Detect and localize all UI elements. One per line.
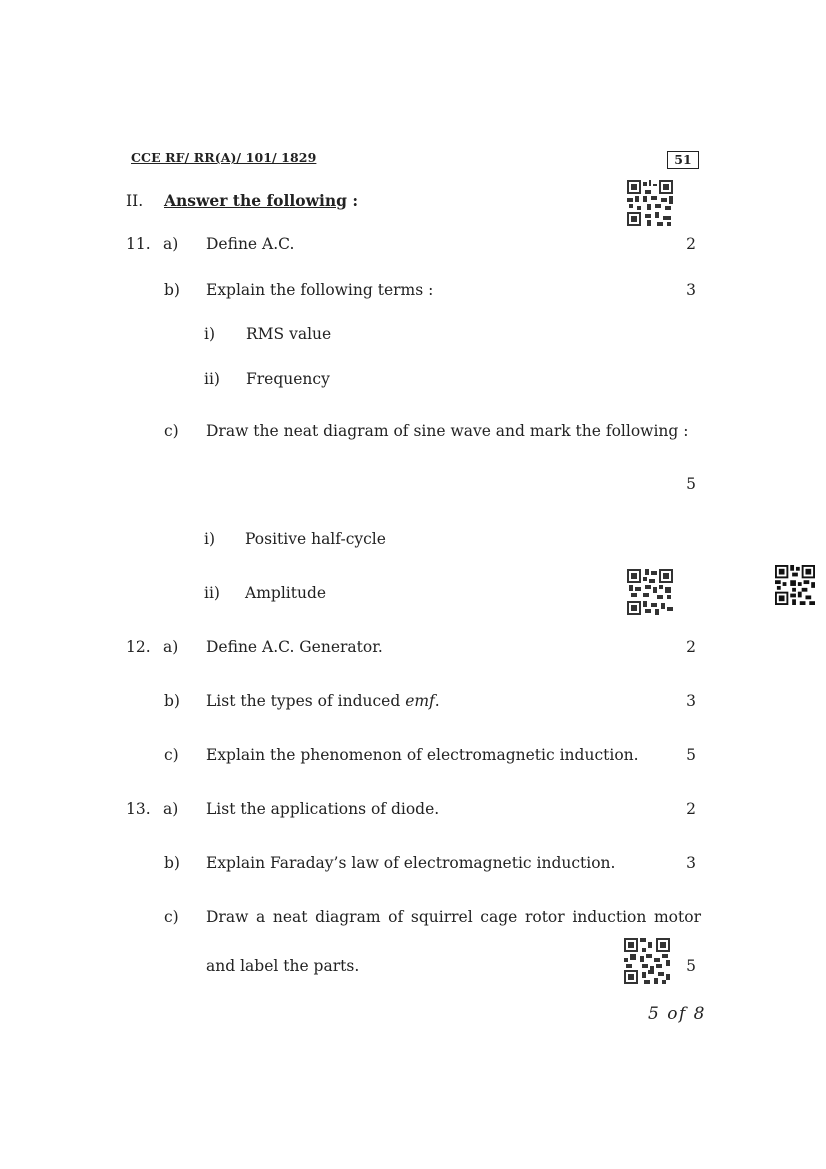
marks: 5 <box>686 746 696 764</box>
marks: 2 <box>686 638 696 656</box>
question-text: Draw the neat diagram of sine wave and mark the following : <box>206 422 689 440</box>
page-indicator: 5 of 8 <box>648 1004 706 1024</box>
sub-question-label: c) <box>164 746 179 764</box>
sub-question-label: a) <box>163 800 179 818</box>
item-text: Amplitude <box>245 584 327 602</box>
sub-question-label: c) <box>164 908 179 926</box>
question-number: 11. <box>126 235 151 253</box>
question-text-line1: Draw a neat diagram of squirrel cage rotor induction motor <box>206 908 701 926</box>
question-text-suffix: . <box>434 692 440 710</box>
item-label: ii) <box>204 370 220 388</box>
question-text-prefix: List the types of induced <box>206 692 406 710</box>
marks: 3 <box>686 692 696 710</box>
qr-code-icon <box>627 180 673 226</box>
qr-code-icon <box>627 569 673 615</box>
qr-code-icon <box>775 565 815 605</box>
question-text: Define A.C. <box>206 235 295 253</box>
question-text-line2: and label the parts. <box>206 957 360 975</box>
question-text: Explain Faraday’s law of electromagnetic induction. <box>206 854 616 872</box>
section-title-text: Answer the following <box>164 191 347 210</box>
item-label: i) <box>204 325 216 343</box>
marks: 2 <box>686 800 696 818</box>
question-number: 12. <box>126 638 151 656</box>
marks: 2 <box>686 235 696 253</box>
sub-question-label: b) <box>164 854 180 872</box>
question-number: 13. <box>126 800 151 818</box>
question-text: Explain the phenomenon of electromagnetic induction. <box>206 746 639 764</box>
sub-question-label: c) <box>164 422 179 440</box>
item-label: ii) <box>204 584 220 602</box>
marks: 5 <box>686 475 696 493</box>
emf-term: emf <box>405 692 435 710</box>
paper-code: CCE RF/ RR(A)/ 101/ 1829 <box>131 150 317 165</box>
sub-question-label: b) <box>164 692 180 710</box>
section-number: II. <box>126 192 144 210</box>
question-text <box>206 691 440 711</box>
qr-code-icon <box>624 938 670 984</box>
question-text: List the applications of diode. <box>206 800 440 818</box>
item-text: Positive half-cycle <box>245 530 386 548</box>
sub-question-label: b) <box>164 281 180 299</box>
sub-question-label: a) <box>163 235 179 253</box>
marks: 5 <box>686 957 696 975</box>
item-text: RMS value <box>246 325 332 343</box>
item-text: Frequency <box>246 370 330 388</box>
marks: 3 <box>686 854 696 872</box>
question-text: Define A.C. Generator. <box>206 638 383 656</box>
section-title <box>164 191 358 211</box>
marks: 3 <box>686 281 696 299</box>
page-code-box: 51 <box>667 151 699 169</box>
sub-question-label: a) <box>163 638 179 656</box>
section-title-colon: : <box>346 191 359 210</box>
item-label: i) <box>204 530 216 548</box>
question-text: Explain the following terms : <box>206 281 434 299</box>
